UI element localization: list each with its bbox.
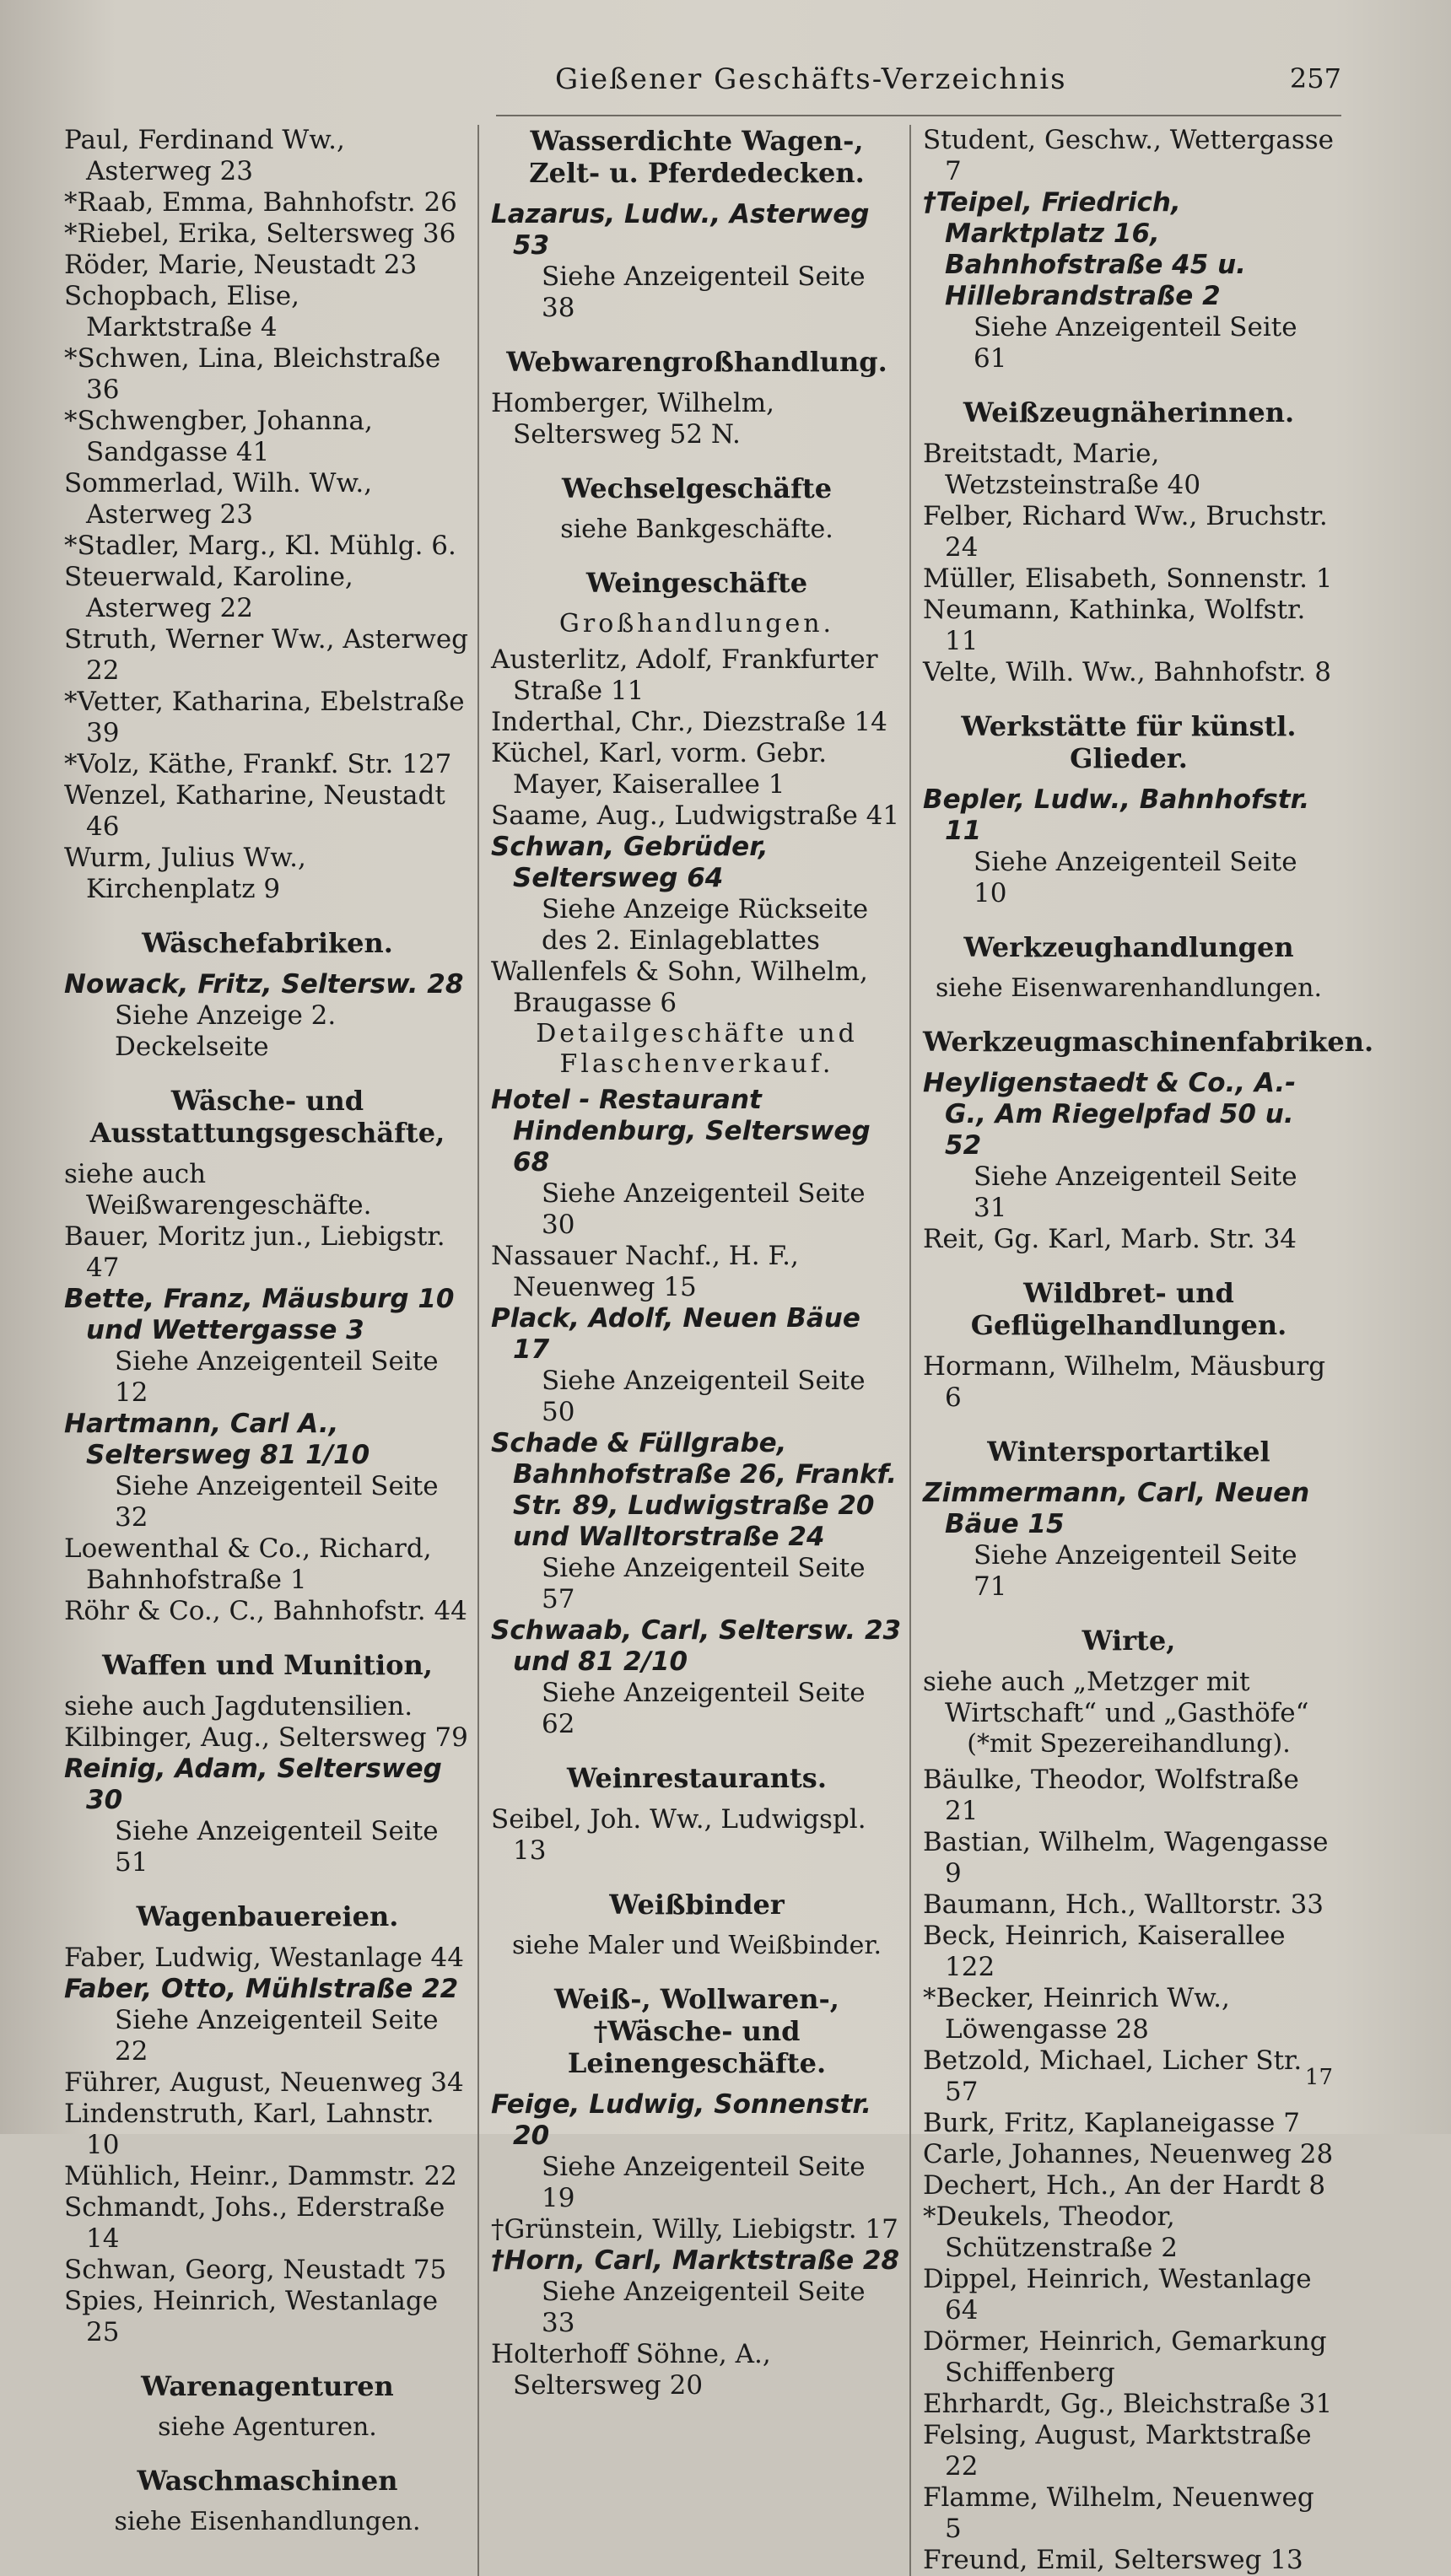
section-heading: Werkzeugmaschinenfabriken. <box>923 1026 1374 1058</box>
section-heading: Weißbinder <box>609 1889 785 1921</box>
ad-reference: Siehe Anzeigenteil Seite 71 <box>974 1540 1297 1602</box>
featured-entry: Schade & Füllgrabe, Bahnhofstraße 26, Frankf. Str. 89, Ludwigstraße 20 und Walltorstraße 24 <box>491 1428 898 1552</box>
ad-reference: Siehe Anzeigenteil Seite 62 <box>542 1678 866 1739</box>
ad-reference: Siehe Anzeigenteil Seite 32 <box>115 1471 439 1533</box>
section-heading: Weiß-, Wollwaren-, †Wäsche- und Leinengeschäfte. <box>554 1983 839 2079</box>
ad-reference: Siehe Anzeigenteil Seite 50 <box>542 1366 866 1427</box>
directory-entry: Dechert, Hch., An der Hardt 8 <box>923 2170 1326 2201</box>
page-title: Gießener Geschäfts-Verzeichnis <box>555 62 1067 96</box>
featured-entry: Feige, Ludwig, Sonnenstr. 20 <box>491 2089 872 2151</box>
directory-entry: Schmandt, Johs., Ederstraße 14 <box>64 2192 445 2254</box>
cross-reference-note: siehe Bankgeschäfte. <box>560 515 833 544</box>
directory-entry: Freund, Emil, Seltersweg 13 <box>923 2545 1303 2575</box>
section-heading: Werkstätte für künstl. Glieder. <box>961 710 1297 774</box>
section-subheading: Detailgeschäfte und Flaschenverkauf. <box>536 1019 858 1079</box>
section-heading: Wildbret- und Geflügelhandlungen. <box>970 1277 1287 1341</box>
featured-entry: Bepler, Ludw., Bahnhofstr. 11 <box>923 784 1310 846</box>
ad-reference: Siehe Anzeigenteil Seite 38 <box>542 261 866 323</box>
ad-reference: Siehe Anzeigenteil Seite 10 <box>974 847 1297 908</box>
section-heading: Wagenbauereien. <box>136 1900 399 1932</box>
directory-entry: *Deukels, Theodor, Schützenstraße 2 <box>923 2201 1178 2263</box>
directory-entry: Saame, Aug., Ludwigstraße 41 <box>491 800 900 831</box>
directory-entry: †Grünstein, Willy, Liebigstr. 17 <box>491 2214 898 2245</box>
directory-entry: Schwan, Georg, Neustadt 75 <box>64 2255 447 2285</box>
sheet-signature: 17 <box>1304 2065 1333 2090</box>
ad-reference: Siehe Anzeige Rückseite des 2. Einlageblattes <box>542 894 869 956</box>
section-heading: Weißzeugnäherinnen. <box>963 396 1295 428</box>
directory-entry: Loewenthal & Co., Richard, Bahnhofstraße 1 <box>64 1533 432 1595</box>
ad-reference: Siehe Anzeigenteil Seite 19 <box>542 2152 866 2213</box>
cross-reference-note: siehe Eisenwarenhandlungen. <box>935 973 1323 1003</box>
section-heading: Wäschefabriken. <box>142 927 393 959</box>
directory-entry: Homberger, Wilhelm, Seltersweg 52 N. <box>491 388 775 450</box>
column-3 <box>911 125 1374 2576</box>
section-heading: Werkzeughandlungen <box>963 931 1294 963</box>
directory-entry: Holterhoff Söhne, A., Seltersweg 20 <box>491 2339 771 2401</box>
directory-entry: Wenzel, Katharine, Neustadt 46 <box>64 780 445 842</box>
ad-reference: Siehe Anzeigenteil Seite 57 <box>542 1553 866 1614</box>
ad-reference: Siehe Anzeigenteil Seite 61 <box>974 312 1297 374</box>
section-subheading: Großhandlungen. <box>558 609 835 639</box>
featured-entry: Schwan, Gebrüder, Seltersweg 64 <box>491 832 769 893</box>
featured-entry: Schwaab, Carl, Seltersw. 23 und 81 2/10 <box>491 1615 902 1677</box>
featured-entry: Lazarus, Ludw., Asterweg 53 <box>491 199 870 261</box>
directory-entry: Velte, Wilh. Ww., Bahnhofstr. 8 <box>923 657 1331 687</box>
directory-entry: *Becker, Heinrich Ww., Löwengasse 28 <box>923 1983 1230 2045</box>
section-heading: Wintersportartikel <box>987 1436 1270 1468</box>
cross-reference-note: (*mit Spezereihandlung). <box>967 1729 1291 1759</box>
directory-entry: Nassauer Nachf., H. F., Neuenweg 15 <box>491 1241 799 1302</box>
directory-entry: Kilbinger, Aug., Seltersweg 79 <box>64 1722 468 1753</box>
columns <box>57 125 1374 2576</box>
directory-entry: Dörmer, Heinrich, Gemarkung Schiffenberg <box>923 2326 1327 2388</box>
section-heading: Wasserdichte Wagen-, Zelt- u. Pferdedecken. <box>529 125 865 189</box>
cross-reference-note: siehe Eisenhandlungen. <box>114 2507 421 2536</box>
directory-entry: Inderthal, Chr., Diezstraße 14 <box>491 707 887 737</box>
directory-entry: Felsing, August, Marktstraße 22 <box>923 2420 1312 2482</box>
directory-entry: Müller, Elisabeth, Sonnenstr. 1 <box>923 563 1333 594</box>
directory-entry: Wurm, Julius Ww., Kirchenplatz 9 <box>64 843 306 904</box>
directory-entry: *Riebel, Erika, Seltersweg 36 <box>64 218 456 249</box>
directory-entry: Mühlich, Heinr., Dammstr. 22 <box>64 2161 457 2191</box>
directory-entry: Sommerlad, Wilh. Ww., Asterweg 23 <box>64 468 373 530</box>
ad-reference: Siehe Anzeigenteil Seite 31 <box>974 1161 1297 1223</box>
directory-entry: siehe auch Jagdutensilien. <box>64 1691 413 1722</box>
directory-entry: Burk, Fritz, Kaplaneigasse 7 <box>923 2108 1300 2138</box>
ad-reference: Siehe Anzeige 2. Deckelseite <box>115 1000 337 1062</box>
featured-entry: Nowack, Fritz, Seltersw. 28 <box>64 969 464 1000</box>
ad-reference: Siehe Anzeigenteil Seite 30 <box>542 1178 866 1240</box>
featured-entry: Reinig, Adam, Seltersweg 30 <box>64 1754 442 1815</box>
directory-entry: Führer, August, Neuenweg 34 <box>64 2067 464 2098</box>
ad-reference: Siehe Anzeigenteil Seite 33 <box>542 2277 866 2338</box>
column-1 <box>57 125 479 2576</box>
section-heading: Wäsche- und Ausstattungsgeschäfte, <box>89 1085 445 1149</box>
directory-entry: Bauer, Moritz jun., Liebigstr. 47 <box>64 1221 445 1283</box>
directory-entry: siehe auch Weißwarengeschäfte. <box>64 1159 372 1221</box>
directory-entry: Felber, Richard Ww., Bruchstr. 24 <box>923 501 1328 563</box>
directory-entry: Röhr & Co., C., Bahnhofstr. 44 <box>64 1596 467 1626</box>
directory-entry: *Vetter, Katharina, Ebelstraße 39 <box>64 687 465 748</box>
directory-entry: Student, Geschw., Wettergasse 7 <box>923 125 1334 186</box>
section-heading: Waschmaschinen <box>137 2465 398 2497</box>
directory-entry: Schopbach, Elise, Marktstraße 4 <box>64 281 299 342</box>
directory-entry: Steuerwald, Karoline, Asterweg 22 <box>64 562 353 623</box>
directory-entry: *Schwen, Lina, Bleichstraße 36 <box>64 343 441 405</box>
featured-entry: Heyligenstaedt & Co., A.-G., Am Riegelpfad 50 u. 52 <box>923 1068 1297 1161</box>
directory-entry: Faber, Ludwig, Westanlage 44 <box>64 1943 464 1973</box>
directory-entry: Röder, Marie, Neustadt 23 <box>64 250 418 280</box>
directory-entry: Hormann, Wilhelm, Mäusburg 6 <box>923 1351 1326 1413</box>
directory-entry: Flamme, Wilhelm, Neuenweg 5 <box>923 2482 1314 2544</box>
section-heading: Waffen und Munition, <box>102 1649 433 1681</box>
directory-entry: Struth, Werner Ww., Asterweg 22 <box>64 624 469 686</box>
directory-entry: Seibel, Joh. Ww., Ludwigspl. 13 <box>491 1804 866 1866</box>
section-heading: Wirte, <box>1082 1625 1176 1657</box>
directory-entry: Küchel, Karl, vorm. Gebr. Mayer, Kaiserallee 1 <box>491 738 828 800</box>
directory-entry: Wallenfels & Sohn, Wilhelm, Braugasse 6 <box>491 957 868 1018</box>
directory-entry: Betzold, Michael, Licher Str. 57 <box>923 2045 1303 2107</box>
section-heading: Wechselgeschäfte <box>561 472 833 504</box>
featured-entry: Plack, Adolf, Neuen Bäue 17 <box>491 1303 860 1365</box>
featured-entry: †Horn, Carl, Marktstraße 28 <box>491 2245 900 2276</box>
cross-reference-note: siehe Maler und Weißbinder. <box>511 1931 882 1960</box>
directory-entry: Lindenstruth, Karl, Lahnstr. 10 <box>64 2099 434 2160</box>
directory-entry: Spies, Heinrich, Westanlage 25 <box>64 2286 439 2347</box>
directory-entry: Reit, Gg. Karl, Marb. Str. 34 <box>923 1224 1297 1254</box>
featured-entry: †Teipel, Friedrich, Marktplatz 16, Bahnhofstraße 45 u. Hillebrandstraße 2 <box>923 187 1246 311</box>
directory-entry: Neumann, Kathinka, Wolfstr. 11 <box>923 595 1306 656</box>
section-heading: Warenagenturen <box>141 2370 394 2402</box>
ad-reference: Siehe Anzeigenteil Seite 22 <box>115 2005 439 2067</box>
featured-entry: Hartmann, Carl A., Seltersweg 81 1/10 <box>64 1409 370 1470</box>
directory-entry: *Stadler, Marg., Kl. Mühlg. 6. <box>64 531 456 561</box>
directory-entry: Baumann, Hch., Walltorstr. 33 <box>923 1889 1324 1920</box>
directory-entry: Beck, Heinrich, Kaiserallee 122 <box>923 1921 1286 1982</box>
page-number: 257 <box>1289 62 1341 94</box>
section-heading: Webwarengroßhandlung. <box>506 346 887 378</box>
directory-entry: siehe auch „Metzger mit Wirtschaft“ und „Gasthöfe“ <box>923 1667 1309 1728</box>
directory-entry: Dippel, Heinrich, Westanlage 64 <box>923 2264 1312 2325</box>
directory-entry: Bäulke, Theodor, Wolfstraße 21 <box>923 1765 1299 1826</box>
directory-entry: Paul, Ferdinand Ww., Asterweg 23 <box>64 125 345 186</box>
directory-entry: Ehrhardt, Gg., Bleichstraße 31 <box>923 2389 1333 2419</box>
featured-entry: Hotel - Restaurant Hindenburg, Seltersweg 68 <box>491 1085 871 1178</box>
directory-entry: Austerlitz, Adolf, Frankfurter Straße 11 <box>491 644 878 706</box>
directory-entry: Breitstadt, Marie, Wetzsteinstraße 40 <box>923 439 1201 500</box>
directory-entry: *Schwengber, Johanna, Sandgasse 41 <box>64 406 373 467</box>
column-2 <box>479 125 911 2576</box>
section-heading: Weingeschäfte <box>585 567 808 599</box>
ad-reference: Siehe Anzeigenteil Seite 51 <box>115 1816 439 1878</box>
directory-entry: Bastian, Wilhelm, Wagengasse 9 <box>923 1827 1329 1889</box>
cross-reference-note: siehe Agenturen. <box>158 2412 377 2442</box>
directory-entry: *Volz, Käthe, Frankf. Str. 127 <box>64 749 452 779</box>
section-heading: Weinrestaurants. <box>567 1762 827 1794</box>
directory-entry: *Raab, Emma, Bahnhofstr. 26 <box>64 187 457 218</box>
featured-entry: Faber, Otto, Mühlstraße 22 <box>64 1974 459 2004</box>
running-header <box>496 59 1341 116</box>
featured-entry: Zimmermann, Carl, Neuen Bäue 15 <box>923 1478 1310 1539</box>
ad-reference: Siehe Anzeigenteil Seite 12 <box>115 1346 439 1408</box>
featured-entry: Bette, Franz, Mäusburg 10 und Wettergasse 3 <box>64 1284 455 1345</box>
directory-entry: Carle, Johannes, Neuenweg 28 <box>923 2139 1334 2169</box>
